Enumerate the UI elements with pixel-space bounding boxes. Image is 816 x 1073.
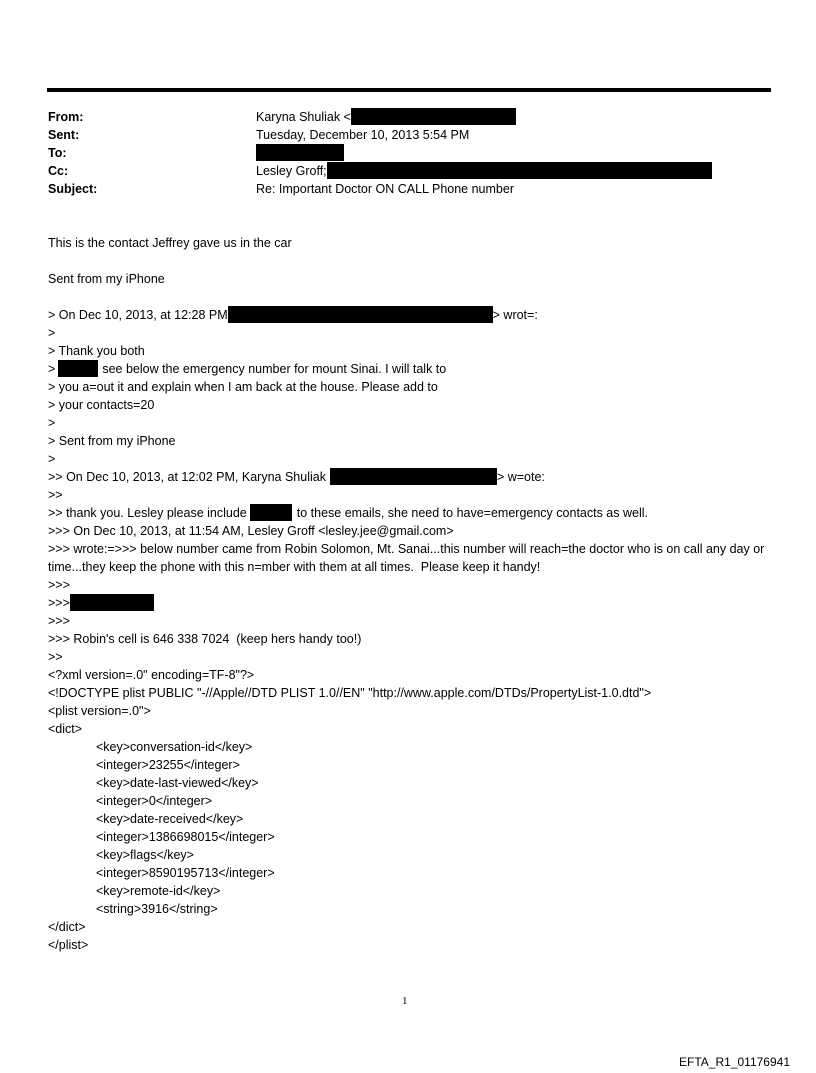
quote-line: >>> — [48, 614, 70, 628]
to-row — [48, 144, 768, 162]
header-rule — [47, 88, 771, 92]
quote-line: > Thank you both — [48, 344, 145, 358]
plist-line: <key>conversation-id</key> — [96, 740, 253, 754]
quote-text: >> thank you. Lesley please include — [48, 506, 247, 520]
quote-text: > On Dec 10, 2013, at 12:28 PM — [48, 308, 228, 322]
quote-text: > wrot=: — [492, 308, 538, 322]
quote-line: >>> wrote:=>>> below number came from Robin Solomon, Mt. Sanai...this number will reach=the doctor who is on call any day or time...they keep the phone with this n=mber with them at all times. Please keep it handy! — [48, 542, 768, 574]
plist-line: <key>remote-id</key> — [96, 884, 221, 898]
quote-line: > — [48, 452, 56, 466]
subject-value: Re: Important Doctor ON CALL Phone number — [256, 182, 514, 196]
redaction-block — [330, 468, 497, 485]
plist-line: <integer>1386698015</integer> — [96, 830, 275, 844]
quote-text: > — [48, 362, 56, 376]
quote-line: >>> Robin's cell is 646 338 7024 (keep hers handy too!) — [48, 632, 362, 646]
quote-line: > Sent from my iPhone — [48, 434, 176, 448]
from-text: Karyna Shuliak < — [256, 110, 351, 124]
plist-line: <integer>8590195713</integer> — [96, 866, 275, 880]
plist-line: <integer>23255</integer> — [96, 758, 240, 772]
quote-text: see below the emergency number for mount Sinai. I will talk to — [102, 362, 447, 376]
plist-line: </dict> — [48, 920, 86, 934]
redaction-block — [70, 594, 154, 611]
plist-line: </plist> — [48, 938, 89, 952]
quote-line — [48, 594, 778, 612]
sent-value: Tuesday, December 10, 2013 5:54 PM — [256, 128, 470, 142]
intro-line: This is the contact Jeffrey gave us in the car — [48, 236, 292, 250]
plist-line: <key>date-received</key> — [96, 812, 244, 826]
plist-line: <key>date-last-viewed</key> — [96, 776, 259, 790]
to-label: To: — [48, 146, 67, 160]
sent-row — [48, 126, 768, 144]
cc-row — [48, 162, 768, 180]
redaction-block — [351, 108, 516, 125]
from-label: From: — [48, 110, 84, 124]
quote-text: >> On Dec 10, 2013, at 12:02 PM, Karyna Shuliak — [48, 470, 326, 484]
plist-line: <integer>0</integer> — [96, 794, 213, 808]
quote-line — [48, 468, 778, 486]
quote-text: >>> — [48, 596, 70, 610]
cc-value — [256, 162, 712, 180]
quote-line: > your contacts=20 — [48, 398, 155, 412]
quote-line: >> — [48, 488, 63, 502]
plist-line: <plist version=.0"> — [48, 704, 151, 718]
quote-line — [48, 306, 778, 324]
plist-line: <dict> — [48, 722, 83, 736]
quote-line: > you a=out it and explain when I am back at the house. Please add to — [48, 380, 438, 394]
plist-line: <?xml version=.0" encoding=TF-8"?> — [48, 668, 255, 682]
email-body — [48, 234, 778, 954]
redaction-block — [327, 162, 712, 179]
document-id: EFTA_R1_01176941 — [679, 1055, 790, 1069]
to-value — [256, 144, 344, 162]
signature-line: Sent from my iPhone — [48, 272, 165, 286]
sent-label: Sent: — [48, 128, 80, 142]
redaction-block — [228, 306, 493, 323]
quote-text: to these emails, she need to have=emergency contacts as well. — [296, 506, 648, 520]
plist-line: <key>flags</key> — [96, 848, 194, 862]
from-row — [48, 108, 768, 126]
quote-line: >>> On Dec 10, 2013, at 11:54 AM, Lesley Groff <lesley.jee@gmail.com> — [48, 524, 454, 538]
redaction-block — [58, 360, 98, 377]
quote-text: > w=ote: — [496, 470, 545, 484]
page-number: 1 — [402, 995, 408, 1007]
quote-line: >> — [48, 650, 63, 664]
plist-line: <string>3916</string> — [96, 902, 218, 916]
redaction-block — [250, 504, 292, 521]
cc-label: Cc: — [48, 164, 69, 178]
cc-text: Lesley Groff; — [256, 164, 327, 178]
quote-line: > — [48, 326, 56, 340]
subject-row — [48, 180, 768, 198]
quote-line: >>> — [48, 578, 70, 592]
quote-line — [48, 504, 778, 522]
redaction-block — [256, 144, 344, 161]
subject-label: Subject: — [48, 182, 98, 196]
from-value — [256, 108, 516, 126]
plist-line: <!DOCTYPE plist PUBLIC "-//Apple//DTD PLIST 1.0//EN" "http://www.apple.com/DTDs/PropertyList-1.0.dtd"> — [48, 686, 652, 700]
quote-line: > — [48, 416, 56, 430]
email-header — [48, 108, 768, 198]
quote-line — [48, 360, 778, 378]
